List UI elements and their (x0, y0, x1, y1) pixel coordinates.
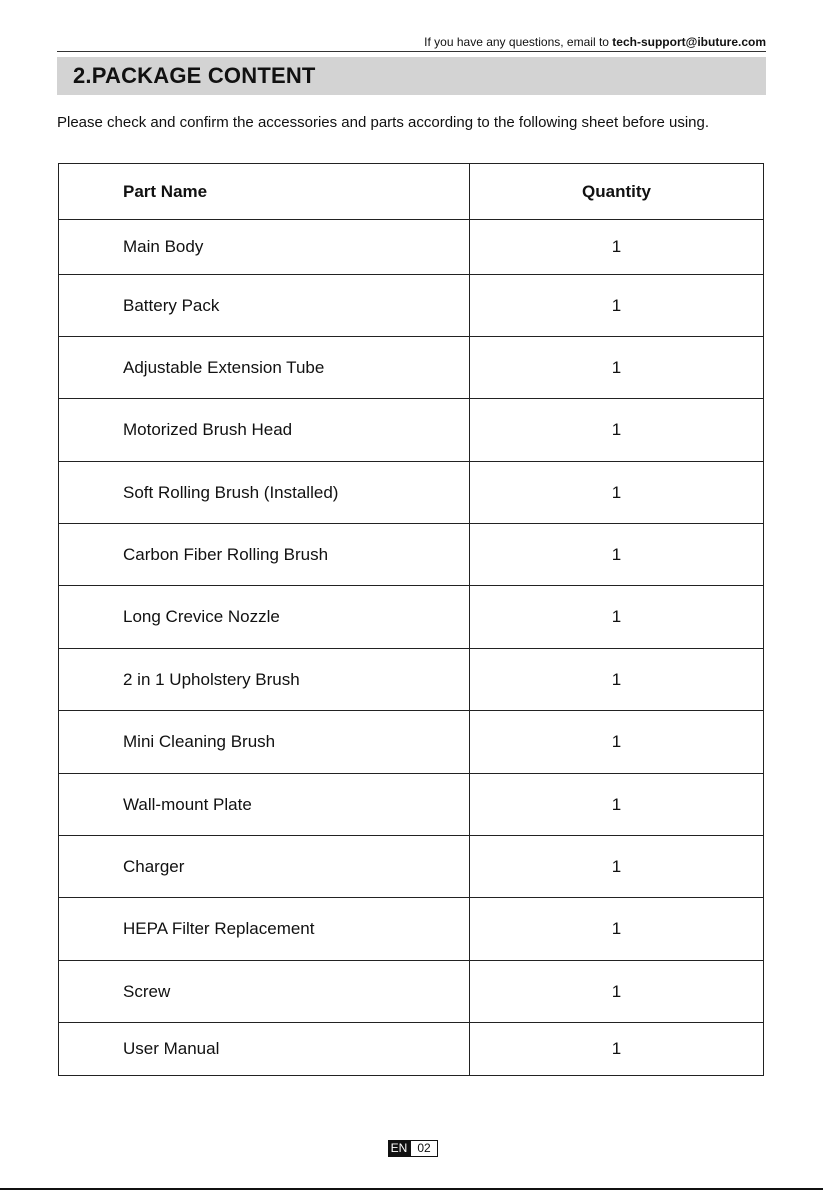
table-row (59, 836, 764, 898)
table-row (59, 399, 764, 462)
table-row (59, 1023, 764, 1076)
part-name-cell: Carbon Fiber Rolling Brush (59, 524, 470, 586)
part-name-cell: 2 in 1 Upholstery Brush (59, 649, 470, 711)
table-row (59, 898, 764, 961)
table-row (59, 586, 764, 649)
language-badge: EN (388, 1140, 410, 1157)
page-number: 02 (410, 1140, 438, 1157)
part-name-cell: Mini Cleaning Brush (59, 711, 470, 774)
part-name-cell: Main Body (59, 220, 470, 275)
support-note: If you have any questions, email to (424, 35, 609, 49)
quantity-cell: 1 (470, 836, 764, 898)
quantity-cell: 1 (470, 898, 764, 961)
part-name-cell: Battery Pack (59, 275, 470, 337)
quantity-cell: 1 (470, 399, 764, 462)
part-name-cell: Screw (59, 961, 470, 1023)
table-row (59, 649, 764, 711)
table-row (59, 275, 764, 337)
quantity-cell: 1 (470, 586, 764, 649)
quantity-cell: 1 (470, 462, 764, 524)
table-header-row (59, 164, 764, 220)
part-name-cell: Long Crevice Nozzle (59, 586, 470, 649)
table-row (59, 711, 764, 774)
quantity-cell: 1 (470, 1023, 764, 1076)
table-row (59, 337, 764, 399)
section-title: 2.PACKAGE CONTENT (73, 63, 316, 88)
quantity-cell: 1 (470, 220, 764, 275)
part-name-cell: Charger (59, 836, 470, 898)
quantity-cell: 1 (470, 961, 764, 1023)
package-content-table (58, 163, 764, 1076)
header-divider (57, 51, 766, 52)
part-name-cell: Adjustable Extension Tube (59, 337, 470, 399)
section-heading-bar (57, 57, 766, 95)
part-name-cell: Soft Rolling Brush (Installed) (59, 462, 470, 524)
intro-text: Please check and confirm the accessories and parts according to the following sheet before using. (57, 114, 710, 131)
support-email[interactable]: tech-support@ibuture.com (612, 35, 766, 49)
part-name-cell: Motorized Brush Head (59, 399, 470, 462)
page-footer (388, 1140, 438, 1157)
quantity-cell: 1 (470, 711, 764, 774)
part-name-cell: HEPA Filter Replacement (59, 898, 470, 961)
quantity-cell: 1 (470, 337, 764, 399)
header-quantity: Quantity (470, 164, 764, 220)
table-row (59, 961, 764, 1023)
part-name-cell: Wall-mount Plate (59, 774, 470, 836)
table-row (59, 774, 764, 836)
header-part-name: Part Name (59, 164, 470, 220)
quantity-cell: 1 (470, 524, 764, 586)
quantity-cell: 1 (470, 774, 764, 836)
table-row (59, 462, 764, 524)
header-support-line (424, 35, 766, 49)
bottom-edge-rule (0, 1188, 823, 1190)
quantity-cell: 1 (470, 649, 764, 711)
table-row (59, 524, 764, 586)
table-row (59, 220, 764, 275)
quantity-cell: 1 (470, 275, 764, 337)
part-name-cell: User Manual (59, 1023, 470, 1076)
